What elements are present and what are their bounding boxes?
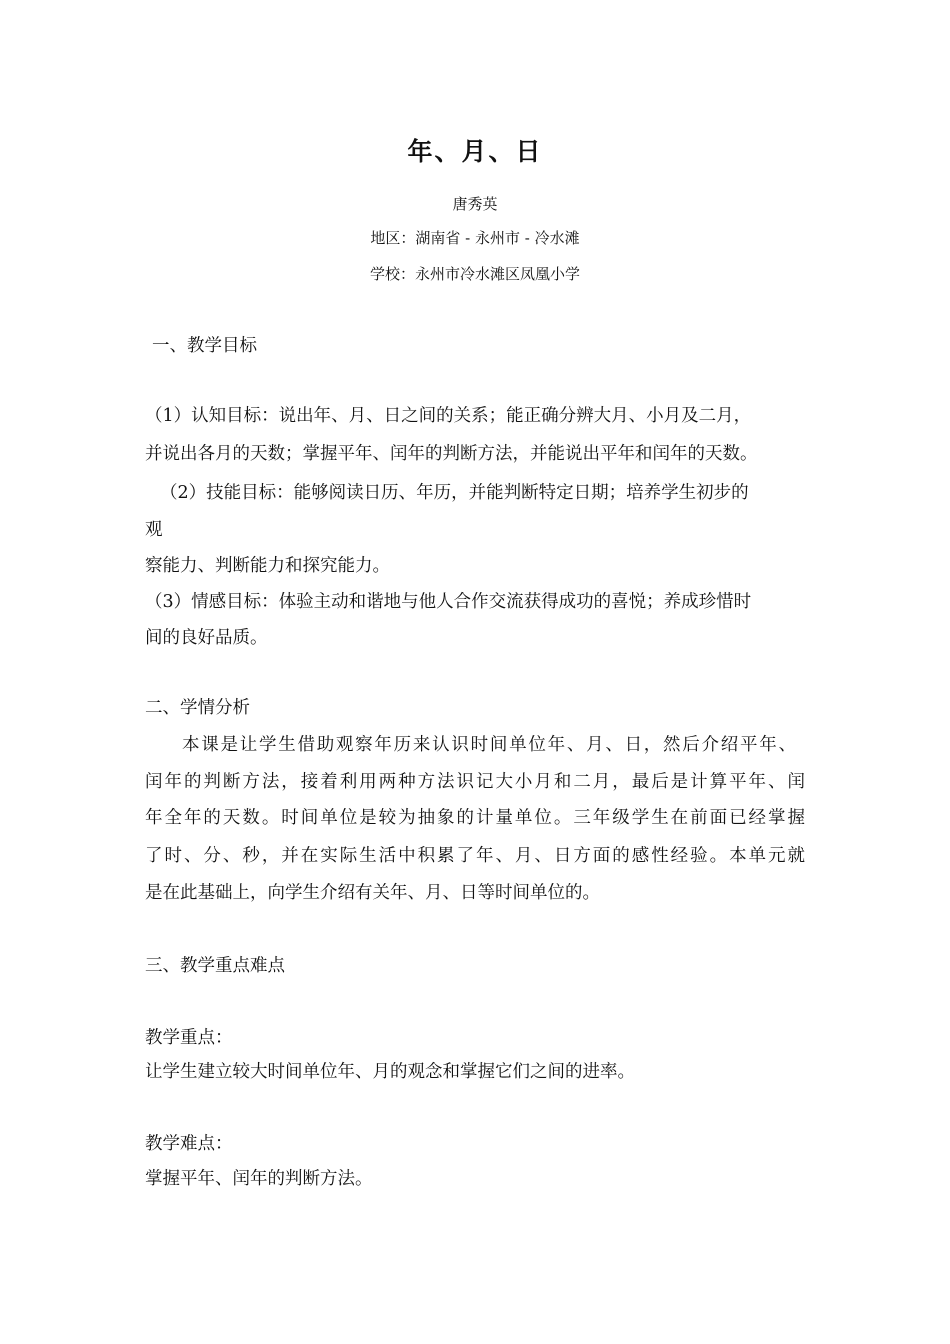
- focus-text: 让学生建立较大时间单位年、月的观念和掌握它们之间的进率。: [145, 1062, 635, 1082]
- goal-skill-line-3: 察能力、判断能力和探究能力。: [145, 556, 390, 576]
- goal-emotion-line-2: 间的良好品质。: [145, 628, 268, 648]
- section-heading-goals: 一、教学目标: [152, 336, 257, 356]
- goal-skill-line-1: （2）技能目标：能够阅读日历、年历，并能判断特定日期；培养学生初步的: [160, 483, 749, 503]
- difficulty-text: 掌握平年、闰年的判断方法。: [145, 1169, 373, 1189]
- document-title: 年、月、日: [407, 137, 543, 166]
- section-heading-analysis: 二、学情分析: [145, 698, 250, 718]
- analysis-line-1: 本课是让学生借助观察年历来认识时间单位年、月、日，然后介绍平年、: [182, 735, 796, 755]
- goal-cognitive-line-2: 并说出各月的天数；掌握平年、闰年的判断方法，并能说出平年和闰年的天数。: [145, 444, 758, 464]
- analysis-line-5: 是在此基础上，向学生介绍有关年、月、日等时间单位的。: [145, 883, 600, 903]
- focus-label: 教学重点：: [145, 1028, 233, 1048]
- difficulty-label: 教学难点：: [145, 1134, 233, 1154]
- region-info: 地区：湖南省 - 永州市 - 冷水滩: [370, 229, 580, 247]
- goal-emotion-line-1: （3）情感目标：体验主动和谐地与他人合作交流获得成功的喜悦；养成珍惜时: [145, 592, 752, 612]
- school-info: 学校：永州市冷水滩区凤凰小学: [369, 265, 580, 283]
- goal-skill-line-2: 观: [145, 520, 163, 540]
- section-heading-key-points: 三、教学重点难点: [145, 956, 285, 976]
- analysis-line-2: 闰年的判断方法，接着利用两种方法识记大小月和二月，最后是计算平年、闰: [145, 772, 805, 792]
- analysis-line-3: 年全年的天数。时间单位是较为抽象的计量单位。三年级学生在前面已经掌握: [145, 808, 805, 828]
- goal-cognitive-line-1: （1）认知目标：说出年、月、日之间的关系；能正确分辨大月、小月及二月，: [145, 406, 752, 426]
- author-name: 唐秀英: [452, 195, 498, 213]
- analysis-line-4: 了时、分、秒，并在实际生活中积累了年、月、日方面的感性经验。本单元就: [145, 846, 805, 866]
